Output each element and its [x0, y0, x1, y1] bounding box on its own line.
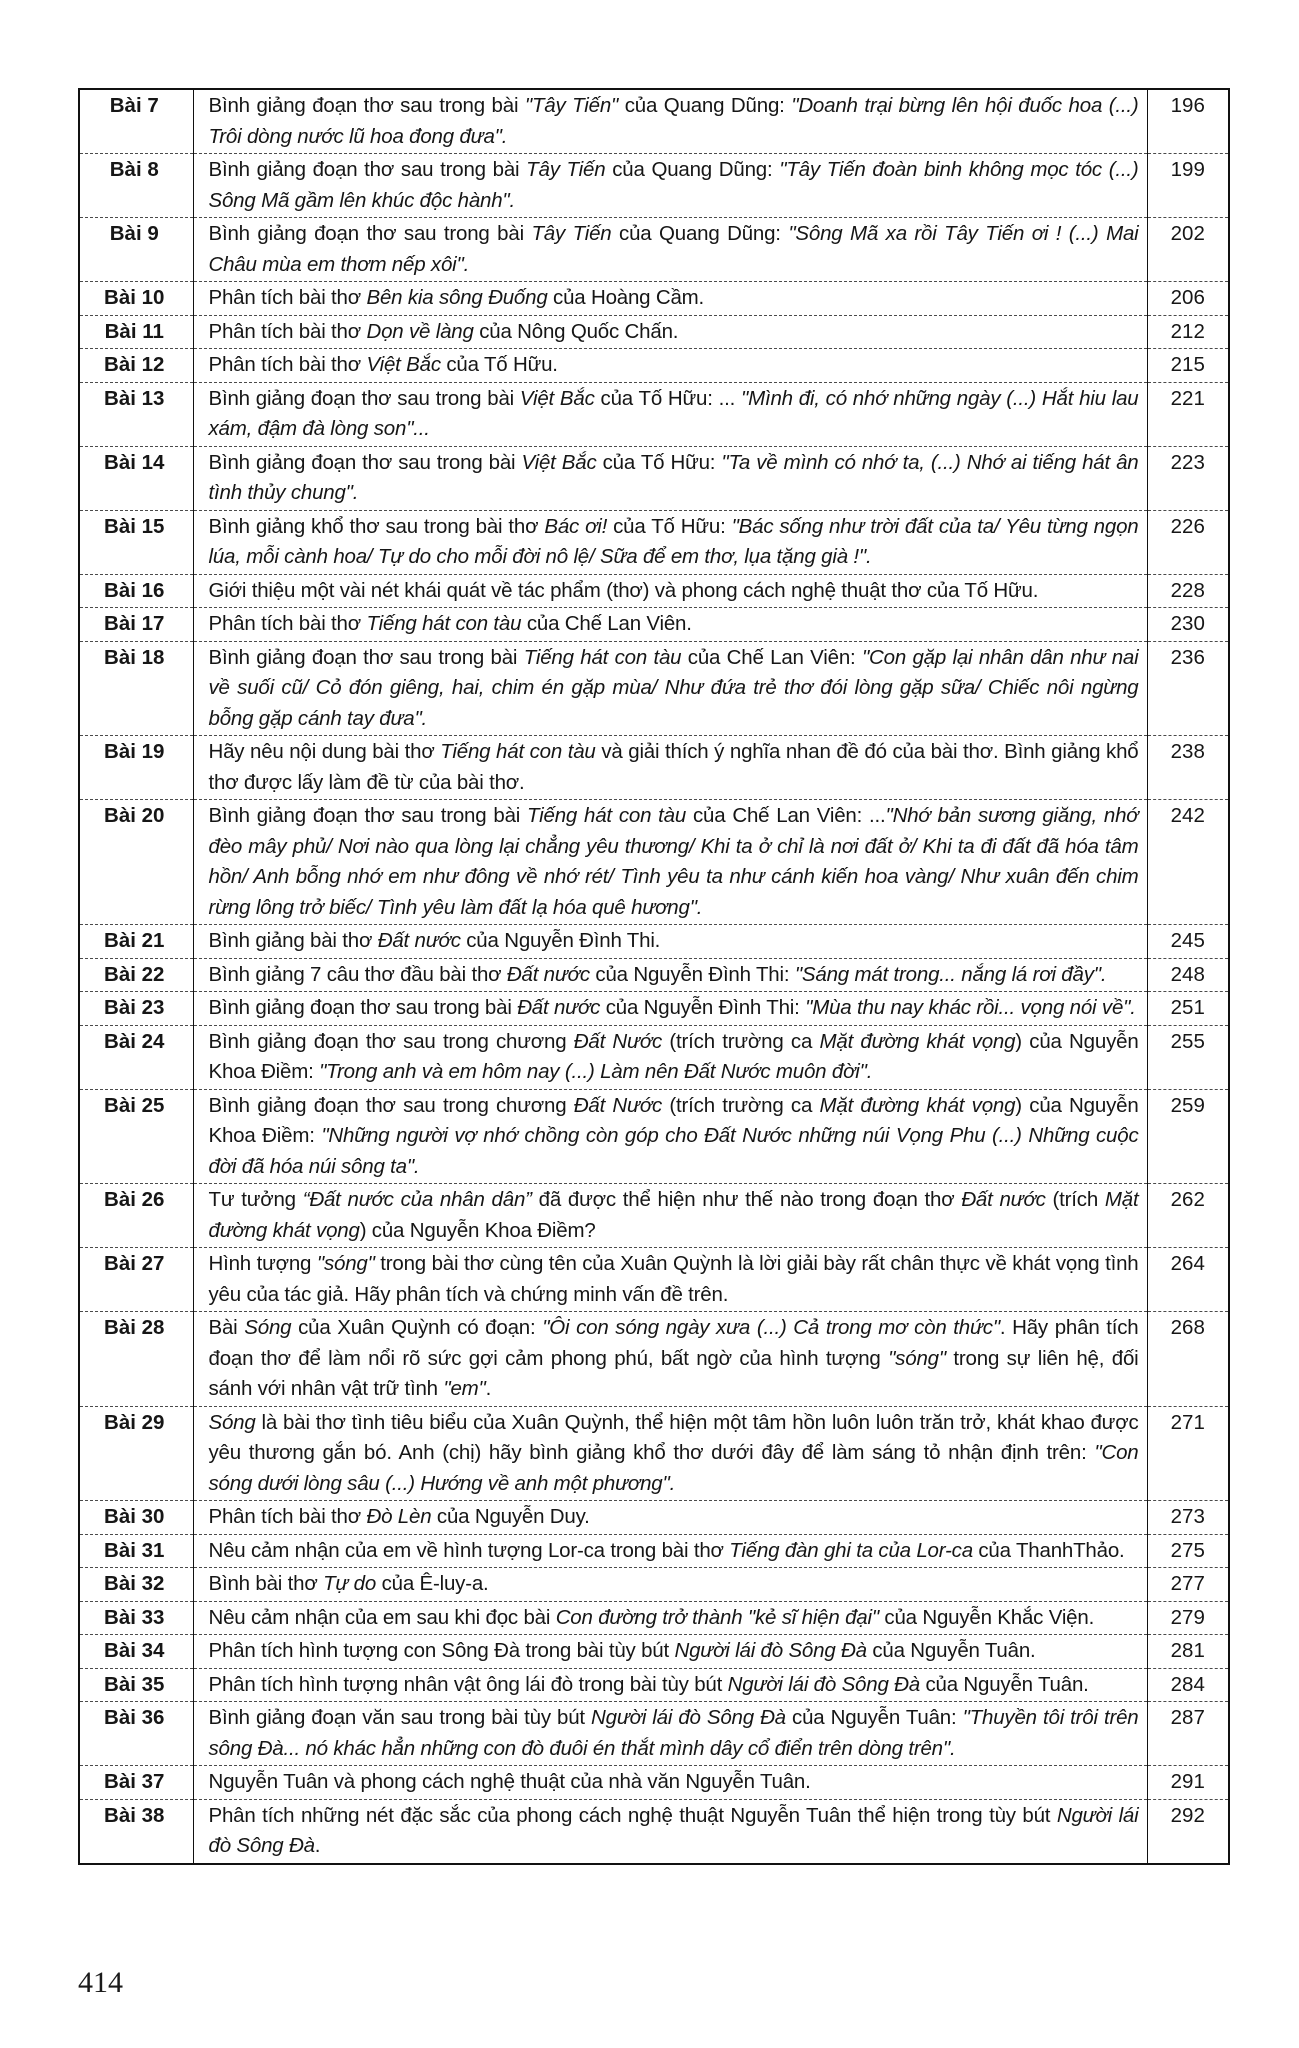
entry-page: 223 — [1147, 446, 1229, 510]
entry-title — [193, 1766, 1147, 1800]
entry-title — [193, 382, 1147, 446]
entry-page: 275 — [1147, 1534, 1229, 1568]
toc-row — [79, 736, 1229, 800]
entry-title-text: của Xuân Quỳnh có đoạn: — [291, 1316, 543, 1339]
entry-title-text: Phân tích những nét đặc sắc của phong cách nghệ thuật Nguyễn Tuân thể hiện trong tùy bút — [208, 1803, 1057, 1827]
entry-title-text: Phân tích bài thơ — [208, 319, 367, 343]
entry-page: 292 — [1147, 1799, 1229, 1864]
toc-row — [79, 1534, 1229, 1568]
entry-title-text: của Tố Hữu: — [596, 450, 722, 474]
entry-title-italic-text: "Con sóng dưới lòng sâu (...) Hướng về anh một phương". — [208, 1441, 1139, 1495]
entry-title-italic-text: "Tây Tiến" — [524, 94, 619, 117]
toc-row — [79, 641, 1229, 736]
entry-title-text: Nêu cảm nhận của em sau khi đọc bài — [208, 1605, 556, 1629]
entry-title-text: của Nguyễn Khắc Viện. — [878, 1605, 1095, 1629]
entry-title-text: Bình bài thơ — [208, 1572, 324, 1595]
entry-page: 255 — [1147, 1025, 1229, 1089]
toc-row — [79, 992, 1229, 1026]
entry-title-italic-text: "Thuyền tôi trôi trên sông Đà... nó khác hẳn những con đò đuôi én thắt mình dây cổ điển trên dòng trên". — [208, 1706, 1139, 1760]
entry-title-italic-text: "Trong anh và em hôm nay (...) Làm nên Đất Nước muôn đời". — [319, 1060, 873, 1083]
entry-title — [193, 1635, 1147, 1669]
entry-number: Bài 23 — [79, 992, 193, 1026]
entry-title-italic-text: "Mình đi, có nhớ những ngày (...) Hắt hiu lau xám, đậm đà lòng son"... — [208, 386, 1139, 440]
entry-number: Bài 28 — [79, 1312, 193, 1407]
entry-title-italic-text: Tây Tiến — [526, 158, 606, 181]
entry-title-text: của Nguyễn Tuân: — [785, 1706, 963, 1729]
entry-title — [193, 282, 1147, 316]
entry-number: Bài 20 — [79, 800, 193, 925]
entry-title-text: của ThanhThảo. — [972, 1538, 1125, 1562]
entry-page: 248 — [1147, 958, 1229, 992]
entry-title — [193, 1312, 1147, 1407]
entry-title-text: (trích trường ca — [662, 1093, 820, 1117]
entry-number: Bài 24 — [79, 1025, 193, 1089]
entry-title-italic-text: Tiếng hát con tàu — [366, 612, 522, 635]
entry-title-italic-text: "Sáng mát trong... nắng lá rơi đầy". — [794, 962, 1107, 986]
toc-row — [79, 574, 1229, 608]
entry-title-text: ) của Nguyễn Khoa Điềm: — [208, 1029, 1139, 1083]
entry-title-italic-text: Người lái đò Sông Đà — [674, 1639, 867, 1662]
entry-title — [193, 1702, 1147, 1766]
entry-number: Bài 12 — [79, 349, 193, 383]
toc-row — [79, 1248, 1229, 1312]
toc-row — [79, 1702, 1229, 1766]
entry-title-text: của Tố Hữu. — [440, 353, 558, 376]
entry-title — [193, 1668, 1147, 1702]
toc-row — [79, 282, 1229, 316]
entry-title-text: Phân tích bài thơ — [208, 353, 367, 376]
entry-title-text: Bình giảng đoạn thơ sau trong bài — [208, 645, 524, 669]
entry-title-italic-text: Bên kia sông Đuống — [366, 286, 548, 309]
entry-title-text: của Nguyễn Tuân. — [866, 1639, 1036, 1662]
entry-title-italic-text: "Mùa thu nay khác rồi... vọng nói về". — [805, 996, 1136, 1019]
entry-title-text: Phân tích hình tượng nhân vật ông lái đò trong bài tùy bút — [208, 1672, 728, 1696]
toc-row — [79, 608, 1229, 642]
entry-page: 259 — [1147, 1089, 1229, 1184]
entry-title-text: Bình giảng 7 câu thơ đầu bài thơ — [208, 962, 507, 986]
entry-title-text: Bình giảng bài thơ — [208, 929, 378, 952]
entry-number: Bài 8 — [79, 154, 193, 218]
entry-title — [193, 1089, 1147, 1184]
entry-title-italic-text: Tiếng hát con tàu — [527, 804, 687, 827]
entry-title-text: của Nông Quốc Chấn. — [473, 319, 679, 343]
toc-row — [79, 925, 1229, 959]
entry-title-text: Tư tưởng — [208, 1188, 303, 1211]
entry-page: 262 — [1147, 1184, 1229, 1248]
entry-title-text: và giải thích ý nghĩa nhan đề đó của bài thơ. Bình giảng khổ thơ được lấy làm đề từ của bài thơ. — [208, 740, 1139, 794]
entry-number: Bài 13 — [79, 382, 193, 446]
entry-title-italic-text: "Ôi con sóng ngày xưa (...) Cả trong mơ còn thức" — [542, 1316, 1000, 1339]
entry-title-italic-text: Đất nước — [517, 996, 601, 1019]
entry-title-italic-text: "Bác sống như trời đất của ta/ Yêu từng ngọn lúa, mỗi cành hoa/ Tự do cho mỗi đời nô lệ/ Sữa để em thơ, lụa tặng già !". — [208, 514, 1139, 568]
entry-page: 212 — [1147, 315, 1229, 349]
entry-title-italic-text: "Doanh trại bừng lên hội đuốc hoa (...) Trôi dòng nước lũ hoa đong đưa". — [208, 94, 1139, 148]
entry-title-text: Bình giảng đoạn thơ sau trong chương — [208, 1029, 574, 1053]
entry-number: Bài 36 — [79, 1702, 193, 1766]
entry-title-text: (trích trường ca — [662, 1029, 820, 1053]
entry-title-italic-text: Sóng — [244, 1316, 292, 1339]
toc-row — [79, 1089, 1229, 1184]
entry-title-italic-text: Đất nước — [961, 1188, 1046, 1211]
entry-page: 281 — [1147, 1635, 1229, 1669]
toc-row — [79, 154, 1229, 218]
toc-body — [79, 89, 1229, 1864]
entry-title — [193, 1799, 1147, 1864]
entry-title-text: . — [314, 1834, 321, 1857]
entry-title-italic-text: Tiếng đàn ghi ta của Lor-ca — [729, 1538, 973, 1562]
entry-page: 251 — [1147, 992, 1229, 1026]
toc-row — [79, 1601, 1229, 1635]
entry-title-text: Bình giảng đoạn thơ sau trong bài — [208, 996, 518, 1019]
entry-title-text: của Nguyễn Đình Thi. — [460, 929, 661, 952]
table-of-contents — [78, 88, 1230, 1865]
entry-number: Bài 35 — [79, 1668, 193, 1702]
entry-number: Bài 26 — [79, 1184, 193, 1248]
entry-title-italic-text: "Những người vợ nhớ chồng còn góp cho Đất Nước những núi Vọng Phu (...) Những cuộc đời đã hóa núi sông ta". — [208, 1124, 1139, 1178]
toc-row — [79, 800, 1229, 925]
entry-title-text: của Ê-luy-a. — [376, 1572, 489, 1595]
entry-title — [193, 992, 1147, 1026]
entry-title-italic-text: "sóng" — [888, 1346, 946, 1370]
entry-title-text: Bình giảng đoạn thơ sau trong chương — [208, 1093, 574, 1117]
entry-title-text: (trích — [1045, 1188, 1105, 1211]
entry-page: 291 — [1147, 1766, 1229, 1800]
entry-number: Bài 18 — [79, 641, 193, 736]
entry-title-text: Bình giảng đoạn thơ sau trong bài — [208, 804, 528, 827]
toc-row — [79, 1025, 1229, 1089]
entry-title-italic-text: Việt Bắc — [366, 353, 441, 376]
entry-title-text: Phân tích hình tượng con Sông Đà trong bài tùy bút — [208, 1639, 675, 1662]
entry-title-text: Bình giảng đoạn thơ sau trong bài — [208, 222, 532, 245]
entry-title — [193, 349, 1147, 383]
entry-number: Bài 29 — [79, 1406, 193, 1501]
entry-title-italic-text: Đất nước — [377, 929, 461, 952]
entry-page: 215 — [1147, 349, 1229, 383]
entry-number: Bài 16 — [79, 574, 193, 608]
entry-title-italic-text: Mặt đường khát vọng — [819, 1029, 1016, 1053]
entry-title-italic-text: "Tây Tiến đoàn binh không mọc tóc (...) Sông Mã gầm lên khúc độc hành". — [208, 158, 1139, 212]
entry-title-italic-text: Sóng — [208, 1410, 256, 1434]
entry-title-italic-text: Dọn về làng — [366, 319, 474, 343]
entry-page: 196 — [1147, 89, 1229, 154]
entry-title-text: của Chế Lan Viên: — [681, 645, 862, 669]
entry-title-text: Bình giảng khổ thơ sau trong bài thơ — [208, 514, 545, 538]
entry-number: Bài 34 — [79, 1635, 193, 1669]
toc-row — [79, 958, 1229, 992]
entry-title — [193, 1601, 1147, 1635]
entry-page: 242 — [1147, 800, 1229, 925]
entry-page: 287 — [1147, 1702, 1229, 1766]
entry-number: Bài 21 — [79, 925, 193, 959]
entry-title — [193, 800, 1147, 925]
entry-title-text: Bình giảng đoạn văn sau trong bài tùy bút — [208, 1706, 592, 1729]
toc-row — [79, 315, 1229, 349]
entry-title-text: Phân tích bài thơ — [208, 286, 367, 309]
page-number: 414 — [78, 1966, 123, 1999]
toc-row — [79, 1501, 1229, 1535]
entry-title-text: Phân tích bài thơ — [208, 612, 367, 635]
entry-title-text: đã được thể hiện như thế nào trong đoạn thơ — [531, 1188, 962, 1211]
entry-title — [193, 510, 1147, 574]
entry-page: 268 — [1147, 1312, 1229, 1407]
entry-page: 277 — [1147, 1568, 1229, 1602]
entry-title — [193, 1501, 1147, 1535]
entry-title-text: ) của Nguyễn Khoa Điềm? — [359, 1218, 596, 1242]
entry-title-text: của Nguyễn Tuân. — [919, 1672, 1089, 1696]
entry-title-italic-text: Mặt đường khát vọng — [819, 1093, 1016, 1117]
entry-title — [193, 608, 1147, 642]
entry-number: Bài 30 — [79, 1501, 193, 1535]
entry-title-italic-text: Đất nước — [506, 962, 590, 986]
entry-page: 264 — [1147, 1248, 1229, 1312]
entry-title — [193, 641, 1147, 736]
entry-title-italic-text: Tiếng hát con tàu — [440, 740, 596, 763]
entry-number: Bài 7 — [79, 89, 193, 154]
entry-title-italic-text: Bác ơi! — [544, 514, 608, 538]
entry-title — [193, 736, 1147, 800]
entry-title-text: của Tố Hữu: — [607, 514, 732, 538]
entry-page: 199 — [1147, 154, 1229, 218]
entry-title-text: ) của Nguyễn Khoa Điềm: — [208, 1093, 1139, 1147]
entry-title-italic-text: "Con gặp lại nhân dân như nai về suối cũ/ Cỏ đón giêng, hai, chim én gặp mùa/ Như đứa trẻ thơ đói lòng gặp sữa/ Chiếc nôi ngừng bỗng gặp cánh tay đưa". — [208, 645, 1139, 730]
entry-title-text: . Hãy phân tích đoạn thơ để làm nổi rõ sức gợi cảm phong phú, bất ngờ của hình tượng — [208, 1316, 1139, 1370]
entry-number: Bài 11 — [79, 315, 193, 349]
entry-title-italic-text: Việt Bắc — [519, 386, 595, 410]
entry-page: 245 — [1147, 925, 1229, 959]
toc-row — [79, 1766, 1229, 1800]
entry-title — [193, 218, 1147, 282]
entry-title-text: Hãy nêu nội dung bài thơ — [208, 740, 441, 763]
entry-page: 230 — [1147, 608, 1229, 642]
entry-title-italic-text: "Ta về mình có nhớ ta, (...) Nhớ ai tiếng hát ân tình thủy chung". — [208, 450, 1139, 504]
toc-row — [79, 1635, 1229, 1669]
entry-title-text: của Quang Dũng: — [611, 222, 789, 245]
entry-page: 279 — [1147, 1601, 1229, 1635]
entry-title-italic-text: "em" — [443, 1377, 486, 1400]
entry-number: Bài 17 — [79, 608, 193, 642]
entry-title-text: của Nguyễn Đình Thi: — [600, 996, 806, 1019]
entry-title — [193, 1184, 1147, 1248]
entry-title-italic-text: Đò Lèn — [366, 1505, 432, 1528]
entry-title — [193, 1248, 1147, 1312]
toc-row — [79, 1568, 1229, 1602]
entry-title-text: Bình giảng đoạn thơ sau trong bài — [208, 158, 527, 181]
entry-title-italic-text: Tự do — [323, 1572, 377, 1595]
toc-row — [79, 510, 1229, 574]
entry-title — [193, 446, 1147, 510]
entry-page: 202 — [1147, 218, 1229, 282]
entry-title — [193, 925, 1147, 959]
entry-title-text: Hình tượng — [208, 1252, 317, 1275]
toc-row — [79, 1406, 1229, 1501]
toc-row — [79, 1799, 1229, 1864]
entry-number: Bài 27 — [79, 1248, 193, 1312]
entry-number: Bài 31 — [79, 1534, 193, 1568]
entry-title — [193, 574, 1147, 608]
entry-title — [193, 1406, 1147, 1501]
entry-title-text: của Hoàng Cầm. — [547, 286, 705, 309]
entry-title-text: Nguyễn Tuân và phong cách nghệ thuật của nhà văn Nguyễn Tuân. — [208, 1770, 811, 1793]
entry-title-italic-text: Đất Nước — [573, 1029, 663, 1053]
entry-page: 236 — [1147, 641, 1229, 736]
entry-title-text: trong bài thơ cùng tên của Xuân Quỳnh là lời giải bày rất chân thực về khát vọng tình yêu của tác giả. Hãy phân tích và chứng minh vấn đề trên. — [208, 1252, 1139, 1306]
entry-title-italic-text: Con đường trở thành "kẻ sĩ hiện đại" — [555, 1605, 879, 1629]
entry-title-text: Bình giảng đoạn thơ sau trong bài — [208, 386, 520, 410]
entry-title-text: của Quang Dũng: — [618, 94, 792, 117]
toc-row — [79, 382, 1229, 446]
toc-row — [79, 218, 1229, 282]
entry-title — [193, 1534, 1147, 1568]
entry-title-text: Phân tích bài thơ — [208, 1505, 367, 1528]
entry-title-italic-text: Tiếng hát con tàu — [523, 645, 682, 669]
entry-page: 228 — [1147, 574, 1229, 608]
entry-page: 206 — [1147, 282, 1229, 316]
entry-title-text: của Nguyễn Duy. — [431, 1505, 590, 1528]
entry-number: Bài 10 — [79, 282, 193, 316]
toc-row — [79, 446, 1229, 510]
entry-title-italic-text: Người lái đò Sông Đà — [208, 1803, 1139, 1857]
entry-title — [193, 89, 1147, 154]
entry-number: Bài 38 — [79, 1799, 193, 1864]
entry-title — [193, 1568, 1147, 1602]
entry-page: 238 — [1147, 736, 1229, 800]
entry-number: Bài 37 — [79, 1766, 193, 1800]
entry-title — [193, 315, 1147, 349]
entry-number: Bài 25 — [79, 1089, 193, 1184]
entry-title-text: của Chế Lan Viên: ... — [686, 804, 886, 827]
entry-title-text: của Tố Hữu: ... — [594, 386, 741, 410]
entry-page: 271 — [1147, 1406, 1229, 1501]
entry-title-italic-text: "Nhớ bản sương giăng, nhớ đèo mây phủ/ Nơi nào qua lòng lại chẳng yêu thương/ Khi ta ở chỉ là nơi đất ở/ Khi ta đi đất đã hóa tâm hồn/ Anh bỗng nhớ em như đông về nhớ rét/ Tình yêu ta như cánh kiến hoa vàng/ Như xuân đến chim rừng lông trở biếc/ Tình yêu làm đất lạ hóa quê hương". — [208, 804, 1139, 919]
entry-title-italic-text: Đất Nước — [573, 1093, 663, 1117]
entry-title-italic-text: Tây Tiến — [531, 222, 612, 245]
entry-title-text: trong sự liên hệ, đối sánh với nhân vật trữ tình — [208, 1346, 1139, 1400]
toc-row — [79, 89, 1229, 154]
entry-number: Bài 22 — [79, 958, 193, 992]
entry-page: 284 — [1147, 1668, 1229, 1702]
entry-number: Bài 32 — [79, 1568, 193, 1602]
entry-title-italic-text: Người lái đò Sông Đà — [727, 1672, 920, 1696]
entry-number: Bài 33 — [79, 1601, 193, 1635]
entry-title-text: của Nguyễn Đình Thi: — [589, 962, 795, 986]
entry-page: 226 — [1147, 510, 1229, 574]
entry-title-text: Bài — [208, 1316, 245, 1339]
entry-title-text: của Chế Lan Viên. — [521, 612, 692, 635]
entry-title-italic-text: “Đất nước của nhân dân” — [302, 1188, 532, 1211]
entry-title-text: . — [485, 1377, 492, 1400]
entry-title-text: Bình giảng đoạn thơ sau trong bài — [208, 94, 525, 117]
entry-number: Bài 15 — [79, 510, 193, 574]
entry-title-text: Giới thiệu một vài nét khái quát về tác phẩm (thơ) và phong cách nghệ thuật thơ của Tố Hữu. — [208, 578, 1039, 602]
toc-row — [79, 1312, 1229, 1407]
entry-title — [193, 1025, 1147, 1089]
entry-title — [193, 958, 1147, 992]
entry-page: 273 — [1147, 1501, 1229, 1535]
entry-page: 221 — [1147, 382, 1229, 446]
entry-title-italic-text: Người lái đò Sông Đà — [591, 1706, 786, 1729]
toc-row — [79, 1184, 1229, 1248]
entry-title-text: là bài thơ tình tiêu biểu của Xuân Quỳnh, thể hiện một tâm hồn luôn luôn trăn trở, khát khao được yêu thương gắn bó. Anh (chị) hãy bình giảng khổ thơ dưới đây để làm sáng tỏ nhận định trên: — [208, 1410, 1139, 1464]
entry-title-italic-text: Việt Bắc — [521, 450, 597, 474]
entry-title-text: của Quang Dũng: — [605, 158, 780, 181]
entry-title-italic-text: Mặt đường khát vọng — [208, 1188, 1139, 1242]
entry-title-italic-text: "Sông Mã xa rồi Tây Tiến ơi ! (...) Mai Châu mùa em thơm nếp xôi". — [208, 222, 1139, 276]
entry-number: Bài 19 — [79, 736, 193, 800]
entry-title-italic-text: "sóng" — [316, 1252, 375, 1275]
entry-title-text: Bình giảng đoạn thơ sau trong bài — [208, 450, 522, 474]
toc-row — [79, 1668, 1229, 1702]
entry-number: Bài 9 — [79, 218, 193, 282]
entry-number: Bài 14 — [79, 446, 193, 510]
entry-title-text: Nêu cảm nhận của em về hình tượng Lor-ca trong bài thơ — [208, 1538, 730, 1562]
toc-row — [79, 349, 1229, 383]
entry-title — [193, 154, 1147, 218]
